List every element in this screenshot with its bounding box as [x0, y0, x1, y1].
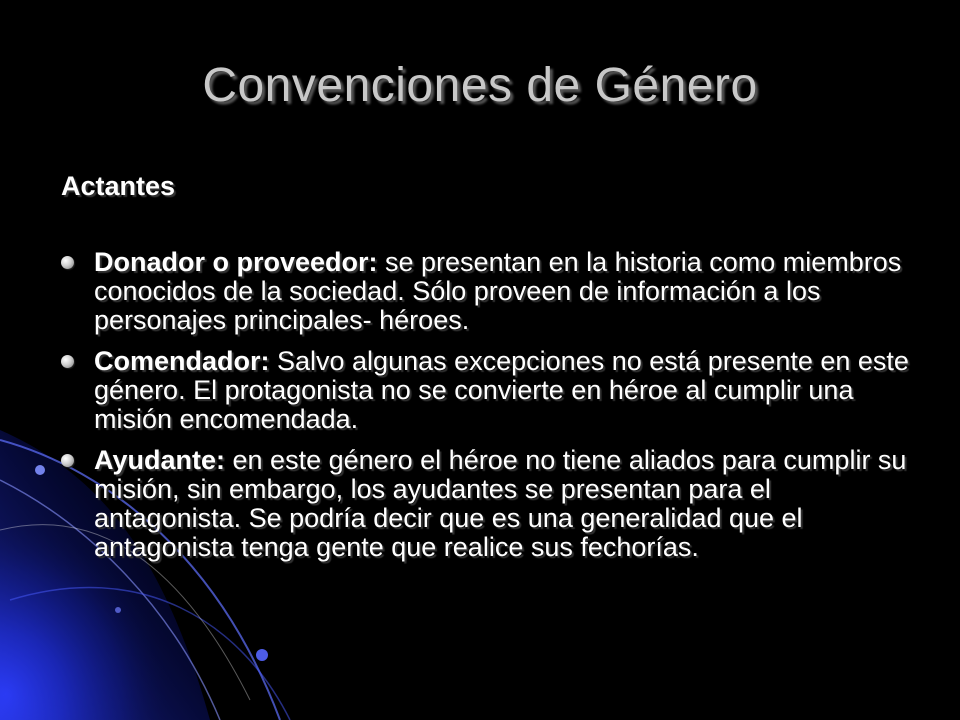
- bullet-dot-icon: [61, 355, 74, 368]
- bullet-term: Ayudante:: [94, 445, 226, 475]
- bullet-item-comendador: [61, 347, 911, 434]
- bullet-text: se presentan en la historia como miembros conocidos de la sociedad. Sólo proveen de información a los personajes principales- héroes.: [94, 247, 902, 335]
- bullet-term: Comendador:: [94, 346, 270, 376]
- slide-subtitle: Actantes: [61, 171, 176, 201]
- bullet-text: en este género el héroe no tiene aliados para cumplir su misión, sin embargo, los ayudantes se presentan para el antagonista. Se podría decir que es una generalidad que el antagonista tenga gente que realice sus fechorías.: [94, 445, 907, 562]
- bullet-text: Salvo algunas excepciones no está presente en este género. El protagonista no se convierte en héroe al cumplir una misión encomendada.: [94, 346, 909, 434]
- bullet-dot-icon: [61, 256, 74, 269]
- slide-title: Convenciones de Género: [202, 59, 758, 112]
- decorative-dot: [35, 465, 45, 475]
- decorative-dot: [115, 607, 121, 613]
- decorative-dot: [256, 649, 268, 661]
- bullet-dot-icon: [61, 454, 74, 467]
- bullet-list: [61, 248, 911, 574]
- bullet-item-ayudante: [61, 446, 911, 562]
- bullet-item-donador: [61, 248, 911, 335]
- bullet-term: Donador o proveedor:: [94, 247, 378, 277]
